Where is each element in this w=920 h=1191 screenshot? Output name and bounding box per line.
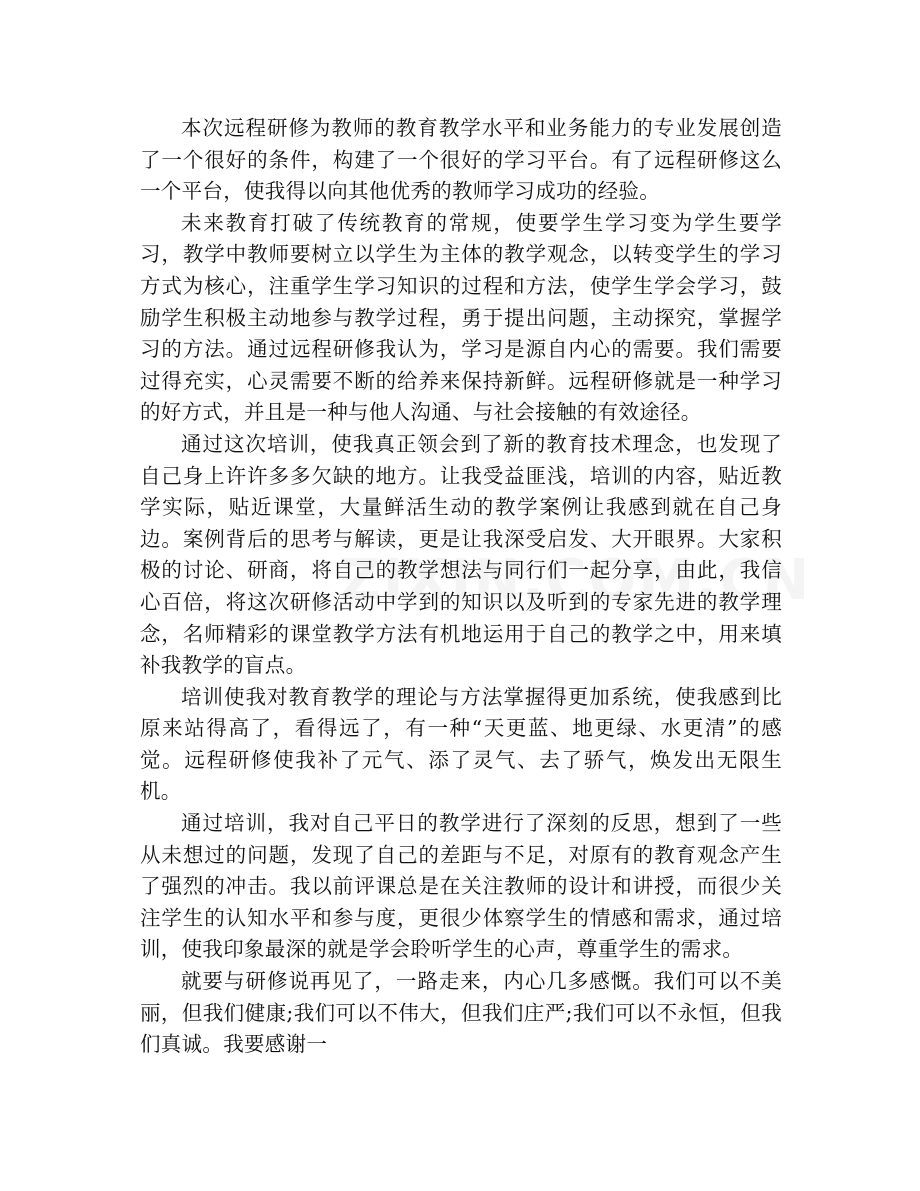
document-body	[140, 113, 782, 1061]
paragraph-3: 通过这次培训，使我真正领会到了新的教育技术理念，也发现了自己身上许许多多欠缺的地方。让我受益匪浅，培训的内容，贴近教学实际，贴近课堂，大量鲜活生动的教学案例让我感到就在自己身边。案例背后的思考与解读，更是让我深受启发、大开眼界。大家积极的讨论、研商，将自己的教学想法与同行们一起分享，由此，我信心百倍，将这次研修活动中学到的知识以及听到的专家先进的教学理念，名师精彩的课堂教学方法有机地运用于自己的教学之中，用来填补我教学的盲点。	[140, 431, 782, 678]
paragraph-6: 就要与研修说再见了，一路走来，内心几多感慨。我们可以不美丽，但我们健康;我们可以不伟大，但我们庄严;我们可以不永恒，但我们真诚。我要感谢一	[140, 969, 782, 1057]
paragraph-1: 本次远程研修为教师的教育教学水平和业务能力的专业发展创造了一个很好的条件，构建了一个很好的学习平台。有了远程研修这么一个平台，使我得以向其他优秀的教师学习成功的经验。	[140, 116, 782, 204]
paragraph-4: 培训使我对教育教学的理论与方法掌握得更加系统，使我感到比原来站得高了，看得远了，有一种“天更蓝、地更绿、水更清”的感觉。远程研修使我补了元气、添了灵气、去了骄气，焕发出无限生机。	[140, 684, 782, 804]
paragraph-2: 未来教育打破了传统教育的常规，使要学生学习变为学生要学习，教学中教师要树立以学生为主体的教学观念，以转变学生的学习方式为核心，注重学生学习知识的过程和方法，使学生学会学习，鼓励学生积极主动地参与教学过程，勇于提出问题，主动探究，掌握学习的方法。通过远程研修我认为，学习是源自内心的需要。我们需要过得充实，心灵需要不断的给养来保持新鲜。远程研修就是一种学习的好方式，并且是一种与他人沟通、与社会接触的有效途径。	[140, 210, 782, 425]
paragraph-5: 通过培训，我对自己平日的教学进行了深刻的反思，想到了一些从未想过的问题，发现了自己的差距与不足，对原有的教育观念产生了强烈的冲击。我以前评课总是在关注教师的设计和讲授，而很少关注学生的认知水平和参与度，更很少体察学生的情感和需求，通过培训，使我印象最深的就是学会聆听学生的心声，尊重学生的需求。	[140, 811, 782, 962]
